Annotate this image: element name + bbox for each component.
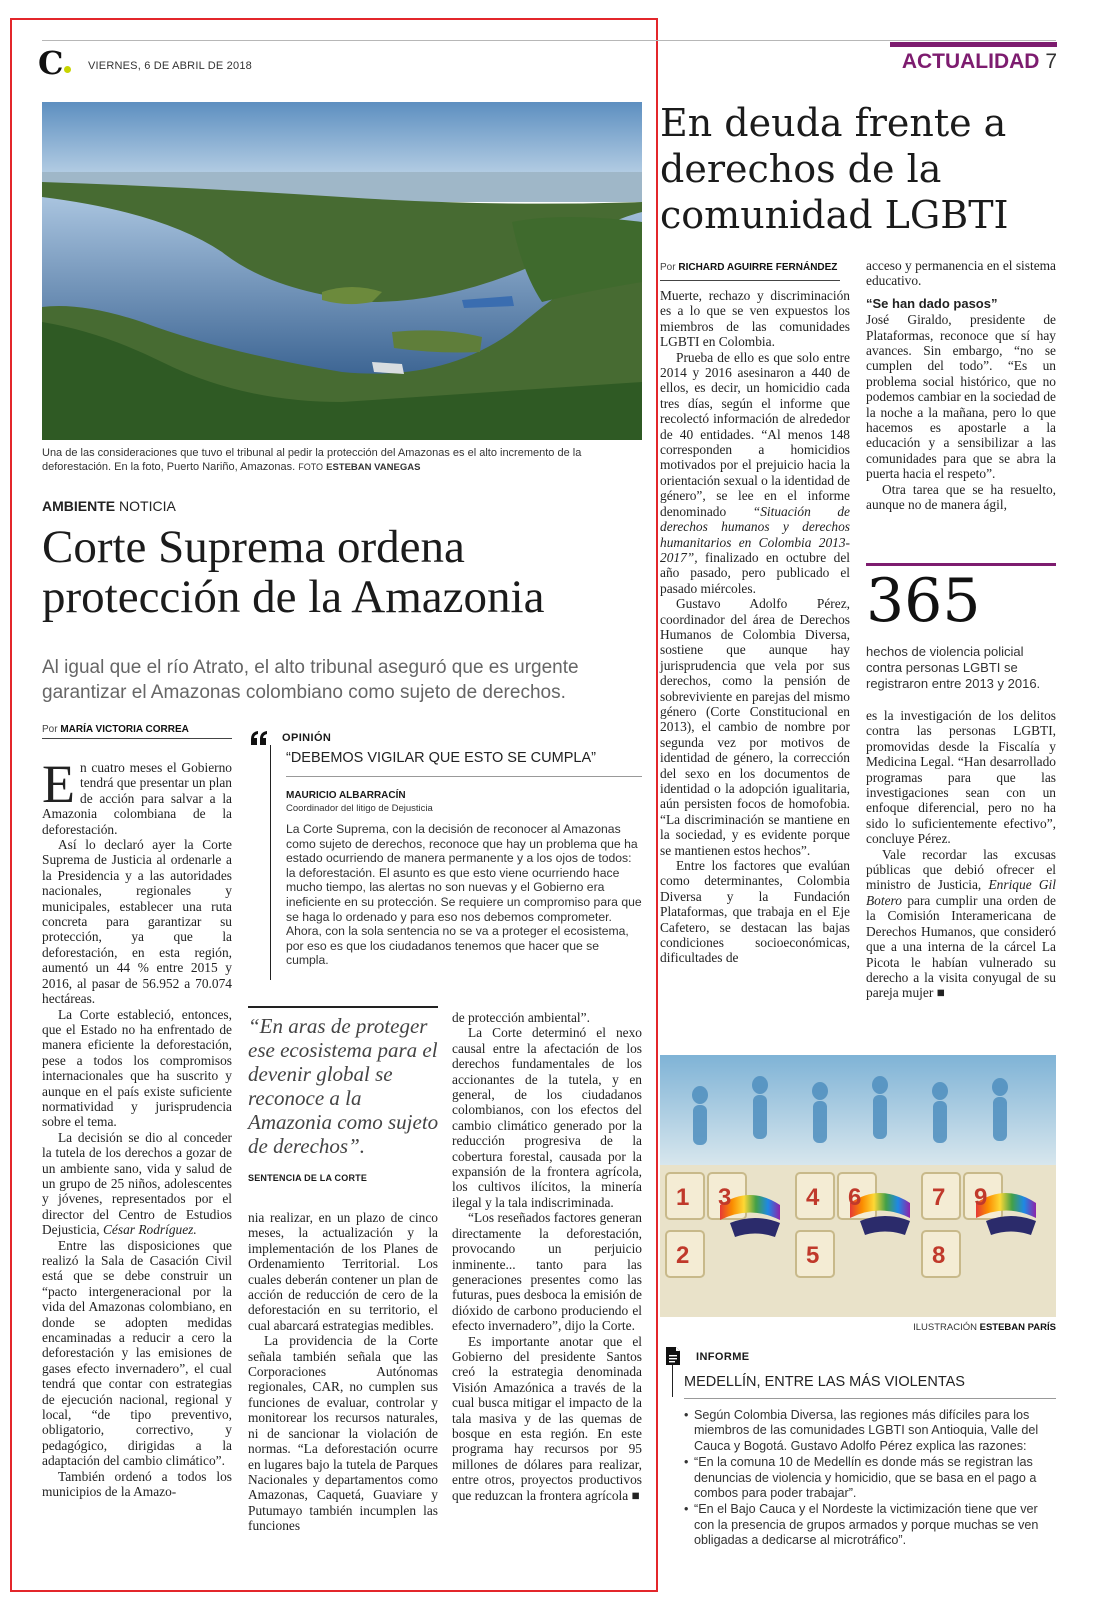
article-kicker [42,498,176,514]
subheading: “Se han dado pasos” [866,295,998,311]
paragraph: Entre los factores que evalúan como determinantes, Colombia Diversa y la Fundación Plataformas, que trabaja en el Eje Cafetero, se destacan las bajas condiciones socioeconómicas, dificultades de [660,858,850,966]
paragraph [42,754,232,837]
informe-title: MEDELLÍN, ENTRE LAS MÁS VIOLENTAS [684,1374,965,1390]
person-name: César Rodríguez. [103,1222,197,1238]
side-article-column-2-bottom [866,708,1056,1001]
paragraph: acceso y permanencia en el sistema educativo. [866,258,1056,289]
kicker-type: NOTICIA [119,498,176,514]
person-name: Enrique Gil Botero [866,877,1056,908]
paragraph: José Giraldo, presidente de Plataformas, reconoce que sí hay avances. Sin embargo, “no se cumplen del todo”. “Es un problema social histórico, que no podemos cambiar en la sociedad de la noche a la mañana, pero lo que hacemos es apostarle a la educación y a sensibilizar a las comunidades para que se abra la puerta hacia el respeto”. [866,312,1056,482]
side-byline [660,262,837,273]
illustration-number: 1 [676,1184,690,1211]
lgbti-illustration [660,1055,1056,1317]
report-title: “Situación de derechos humanos y derechos humanitarios en Colombia 2013-2017”, [660,503,850,565]
byline-rule [42,738,232,739]
illustration-number: 7 [932,1184,946,1211]
quote-icon [248,728,270,750]
photo-caption [42,446,642,475]
paragraph [866,847,1056,1001]
illustration-number: 8 [932,1242,946,1269]
paragraph-text: Prueba de ello es que solo entre 2014 y 2016 asesinaron a 440 de ellos, es decir, un homicidio cada tres días, según el informe que recolectó información de alrededor de 40 entidades. “Al menos 148 corresponden a homicidios motivados por el prejuicio hacia la orientación sexual o la identidad de género”, se lee en el informe denominado [660,349,851,519]
kicker-section: AMBIENTE [42,498,116,514]
byline-prefix: Por [42,724,58,735]
photo-credit-name: ESTEBAN VANEGAS [326,462,421,473]
paragraph-text: La decisión se dio al conceder la tutela de los derechos a gozar de un ambiente sano, vida y salud de un grupo de 25 niños, adolescentes y jóvenes, representados por el director del Centro de Estudios Dejusticia, [42,1129,232,1238]
side-headline: En deuda frente a derechos de la comunidad LGBTI [660,101,1009,237]
opinion-title: “DEBEMOS VIGILAR QUE ESTO SE CUMPLA” [286,750,596,766]
illustration-credit-label: ILUSTRACIÓN [913,1322,977,1333]
list-item: • “En la comuna 10 de Medellín es donde más se registran las denuncias de violencia y homicidio, que se basa en el pago a combos para poder trabajar”. [684,1455,1058,1501]
opinion-body: La Corte Suprema, con la decisión de reconocer al Amazonas como sujeto de derechos, reconoce que hay un problema que ha estado ocurriendo de manera permanente y a los ojos de todos: la deforestación. El asunto es que esto viene ocurriendo hace mucho tiempo, las alertas no son nuevas y el Gobierno era ineficiente en su protección. Se requiere un compromiso para que se haga lo ordenado y para eso nos debemos comprometer. Ahora, con la sola sentencia no se va a proteger el ecosistema, por eso es que los ciudadanos tenemos que hacer que se cumpla. [286,822,642,968]
newspaper-logo: C [38,44,64,82]
logo-dot [64,66,71,73]
paragraph: Gustavo Adolfo Pérez, coordinador del área de Derechos Humanos de Colombia Diversa, sostiene que aunque hay jurisprudencia que vela por sus derechos, como la pensión de sobreviviente en parejas del mismo género (Corte Constitucional en 2013), el cambio de nombre por segunda vez por motivos de identidad de género, la corrección del sexo en los documentos de identidad o la adopción igualitaria, aún persisten focos de homofobia. “La discriminación se mantiene en la sociedad, y es evidente porque se mantienen estos hechos”. [660,596,850,858]
paragraph: La Corte estableció, entonces, que el Estado no ha enfrentado de manera eficiente la deforestación, pese a todos los compromisos internacionales que ha suscrito y aunque en el país existe suficiente normatividad y jurisprudencia sobre el tema. [42,1006,232,1130]
main-deck: Al igual que el río Atrato, el alto tribunal aseguró que es urgente garantizar el Amazonas colombiano como sujeto de derechos. [42,657,579,703]
issue-date: VIERNES, 6 DE ABRIL DE 2018 [88,60,252,72]
drop-cap: E [42,754,75,814]
section-name: ACTUALIDAD [901,50,1040,73]
informe-divider [684,1398,1056,1399]
illustration-number: 5 [806,1242,820,1269]
paragraph: La Corte determinó el nexo causal entre la afectación de los derechos fundamentales de los accionantes de la tutela, y en general, de los ciudadanos colombianos, con los efectos del cambio climático generado por la reducción progresiva de la cobertura forestal, causada por la expansión de la frontera agrícola, los cultivos ilícitos, la minería ilegal y la tala indiscriminada. [452,1025,642,1210]
main-byline [42,722,189,737]
section-header [902,50,1057,74]
top-rule [42,40,1056,41]
paragraph: Es importante anotar que el Gobierno del presidente Santos creó la estrategia denominada Visión Amazónica a través de la cual busca mitigar el impacto de la tala masiva y de las quemas de bosque en esta región. En este programa hay recursos por 95 millones de dólares para realizar, entre otros, proyectos productivos que reduzcan la frontera agrícola ■ [452,1333,642,1503]
side-article-column-1 [660,288,850,966]
opinion-author: MAURICIO ALBARRACÍN [286,790,406,801]
illustration-number: 6 [848,1184,862,1211]
section-bar [890,42,1057,47]
illustration-number: 9 [974,1184,988,1211]
stat-number: 365 [866,566,981,636]
paragraph [42,1130,232,1238]
main-article-column-3 [452,1010,642,1503]
side-byline-rule [660,280,840,281]
paragraph-text: Vale recordar las excusas públicas que debió ofrecer el ministro de Justicia, [866,846,1056,893]
list-item: • “En el Bajo Cauca y el Nordeste la victimización tiene que ver con la presencia de grupos armados y porque muchas se ven obligadas a dedicarse al microtráfico”. [684,1502,1058,1548]
opinion-rule [270,745,271,980]
illustration-credit-name: ESTEBAN PARÍS [979,1322,1056,1333]
paragraph: Así lo declaró ayer la Corte Suprema de Justicia al ordenarle a la Presidencia y a las autoridades nacionales, regionales y municipales, establecer una ruta concreta para garantizar su protección, ya que la deforestación, en esta región, aumentó un 44 % entre 2015 y 2016, al pasar de 56.952 a 70.074 hectáreas. [42,837,232,1007]
caption-text: Una de las consideraciones que tuvo el tribunal al pedir la protección del Amazonas es el alto incremento de la deforestación. En la foto, Puerto Nariño, Amazonas. [42,447,582,473]
amazon-river-photo [42,102,642,440]
paragraph: Muerte, rechazo y discriminación es a lo que se ven expuestos los miembros de las comunidades LGBTI en Colombia. [660,288,850,350]
byline-author: RICHARD AGUIRRE FERNÁNDEZ [678,262,838,273]
paragraph: es la investigación de los delitos contra las personas LGBTI, promovidas desde la Fiscalía y Medicina Legal. “Han desarrollado programas para que las investigaciones sean con un enfoque diferencial, pero no ha sido lo suficientemente efectivo”, concluye Pérez. [866,708,1056,847]
opinion-author-role: Coordinador del litigo de Dejusticia [286,803,433,814]
byline-prefix: Por [660,262,676,273]
opinion-divider [286,776,642,777]
pullquote: “En aras de proteger ese ecosistema para el devenir global se reconoce a la Amazonia como sujeto de derechos”. [248,1014,439,1158]
paragraph: de protección ambiental”. [452,1010,590,1025]
list-item: • Según Colombia Diversa, las regiones más difíciles para los miembros de las comunidades LGBTI son Antioquia, Valle del Cauca y Bogotá. Gustavo Adolfo Pérez explica las razones: [684,1408,1058,1454]
paragraph: Otra tarea que se ha resuelto, aunque no de manera ágil, [866,481,1056,513]
illustration-credit [913,1322,1056,1333]
illustration-number: 2 [676,1242,690,1269]
main-article-column-1 [42,724,232,1500]
paragraph: La providencia de la Corte señala también señala que las Corporaciones Autónomas regionales, CAR, no cumplen sus funciones de evaluar, controlar y monitorear los recursos naturales, ni de sancionar la violación de normas. “La deforestación ocurre en lugares bajo la tutela de Parques Nacionales y departamentos como Amazonas, Caquetá, Guaviare y Putumayo también incumplen las funciones [248,1333,438,1534]
byline-author: MARÍA VICTORIA CORREA [60,724,189,735]
document-icon [664,1346,682,1366]
stat-description: hechos de violencia policial contra personas LGBTI se registraron entre 2013 y 2016. [866,644,1041,691]
illustration-number: 4 [806,1184,820,1211]
paragraph: “Los reseñados factores generan directamente la deforestación, provocando un perjuicio inminente... tanto para las generaciones presentes como las futuras, pues desboca la emisión de dióxido de carbono produciendo el efecto invernadero”, dijo la Corte. [452,1210,642,1334]
side-article-column-2-top [866,258,1056,513]
paragraph: También ordenó a todos los municipios de la Amazo- [42,1468,232,1500]
opinion-label: OPINIÓN [282,732,332,744]
paragraph [660,350,850,597]
informe-list [684,1408,1058,1550]
pullquote-rule [248,1006,438,1008]
paragraph: Entre las disposiciones que realizó la Sala de Casación Civil está que se debe construir un “pacto intergeneracional por la vida del Amazonas colombiano, en donde se adopten medidas encaminadas a reducir a cero la deforestación y las emisiones de gases efecto invernadero”, el cual tendrá que contar con estrategias de ejecución nacional, regional y local, “de tipo preventivo, obligatorio, correctivo, y pedagógico, dirigidas a la adaptación del cambio climático”. [42,1237,232,1469]
photo-credit-label: FOTO [298,462,324,472]
paragraph-text: n cuatro meses el Gobierno tendrá que presentar un plan de acción para salvar a la Amazonia colombiana de la deforestación. [42,760,232,837]
paragraph: nia realizar, en un plazo de cinco meses, la actualización y la implementación de los Planes de Ordenamiento Territorial. Los cuales deberán contener un plan de acción de reducción de cero de la deforestación en su territorio, el cual abarcará estrategias medibles. [248,1210,438,1333]
paragraph-text: para cumplir una orden de la Comisión Interamericana de Derechos Humanos, que consideró que a una interna de la cárcel La Picota le habían vulnerado su derecho a la visita conyugal de su pareja mujer ■ [866,892,1056,1001]
main-article-column-2 [248,1210,438,1534]
illustration-number: 3 [718,1184,732,1211]
page-number: 7 [1045,50,1057,73]
informe-label: INFORME [696,1351,750,1363]
paragraph-text: finalizado en octubre del año pasado, pero publicado el pasado miércoles. [660,549,850,596]
pullquote-source: SENTENCIA DE LA CORTE [248,1173,368,1183]
main-headline: Corte Suprema ordena protección de la Amazonia [42,521,545,623]
informe-rule [672,1365,673,1397]
